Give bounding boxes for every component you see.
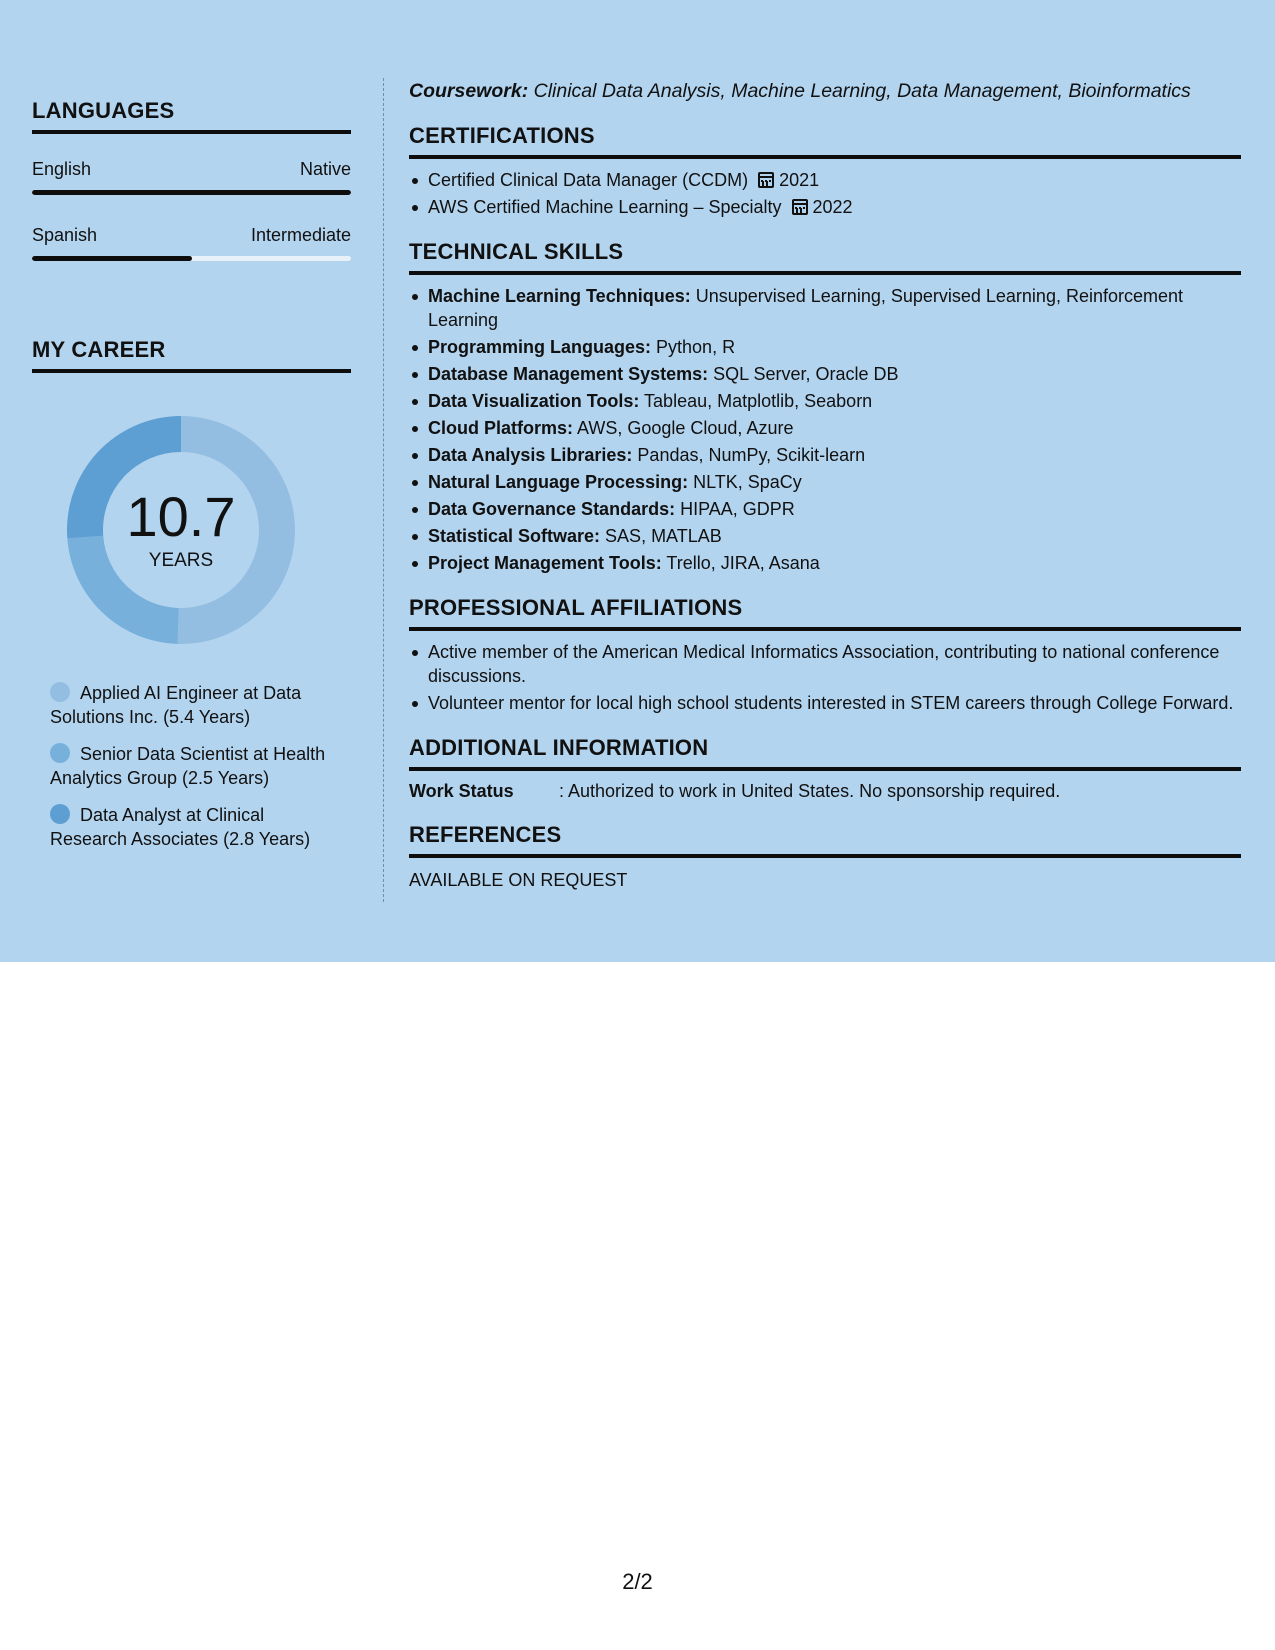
list-item — [409, 389, 1241, 413]
skill-value: Unsupervised Learning, Supervised Learning, Reinforcement Learning — [428, 286, 1184, 330]
coursework-text: Clinical Data Analysis, Machine Learning, Data Management, Bioinformatics — [528, 80, 1191, 102]
language-spanish — [32, 225, 351, 261]
cert-name: Certified Clinical Data Manager (CCDM) — [428, 170, 749, 190]
language-bar — [32, 190, 351, 195]
skill-label: Data Analysis Libraries: — [428, 445, 633, 465]
calendar-icon — [758, 172, 774, 188]
cert-year: 2022 — [812, 197, 853, 217]
skill-value: SAS, MATLAB — [600, 526, 722, 546]
list-item — [409, 443, 1241, 467]
skill-value: Tableau, Matplotlib, Seaborn — [639, 391, 873, 411]
legend-label: Data Analyst at Clinical Research Associates (2.8 Years) — [50, 805, 311, 849]
skill-value: NLTK, SpaCy — [688, 472, 802, 492]
skills-heading: TECHNICAL SKILLS — [409, 239, 1241, 275]
list-item: Active member of the American Medical Informatics Association, contributing to national conference discussions. — [409, 640, 1241, 688]
legend-dot — [50, 804, 70, 824]
skill-value: SQL Server, Oracle DB — [708, 364, 899, 384]
language-bar-fill — [32, 256, 192, 261]
career-heading: MY CAREER — [32, 337, 351, 373]
affiliations-heading: PROFESSIONAL AFFILIATIONS — [409, 595, 1241, 631]
skill-label: Statistical Software: — [428, 526, 601, 546]
work-status-value: : Authorized to work in United States. No sponsorship required. — [559, 781, 1061, 801]
skill-value: Python, R — [651, 337, 736, 357]
list-item — [409, 195, 1241, 219]
languages-heading: LANGUAGES — [32, 98, 351, 134]
legend-dot — [50, 743, 70, 763]
donut-center — [66, 415, 296, 645]
references-text: AVAILABLE ON REQUEST — [409, 870, 628, 890]
list-item — [409, 524, 1241, 548]
skill-label: Data Governance Standards: — [428, 499, 676, 519]
career-donut-chart — [66, 415, 296, 645]
career-total-unit: YEARS — [148, 550, 214, 571]
legend-dot — [50, 682, 70, 702]
work-status-row — [409, 781, 1241, 802]
references-heading: REFERENCES — [409, 822, 1241, 858]
cert-year: 2021 — [779, 170, 820, 190]
language-level: Intermediate — [250, 225, 351, 245]
list-item — [409, 416, 1241, 440]
language-name: Spanish — [32, 225, 98, 245]
legend-item — [50, 803, 340, 851]
right-column — [409, 78, 1241, 891]
skill-label: Machine Learning Techniques: — [428, 286, 691, 306]
skill-value: Trello, JIRA, Asana — [661, 553, 820, 573]
skill-label: Data Visualization Tools: — [428, 391, 640, 411]
legend-item — [50, 681, 340, 729]
language-name: English — [32, 159, 92, 179]
affiliations-list — [409, 640, 1241, 715]
coursework-label: Coursework: — [409, 80, 529, 102]
language-english — [32, 159, 351, 195]
language-level: Native — [299, 159, 351, 179]
legend-label: Applied AI Engineer at Data Solutions Inc. (5.4 Years) — [50, 683, 302, 727]
cert-name: AWS Certified Machine Learning – Specialty — [428, 197, 782, 217]
language-bar-fill — [32, 190, 351, 195]
list-item — [409, 470, 1241, 494]
additional-info-heading: ADDITIONAL INFORMATION — [409, 735, 1241, 771]
left-column — [32, 80, 351, 864]
list-item — [409, 362, 1241, 386]
list-item: Volunteer mentor for local high school students interested in STEM careers through College Forward. — [409, 691, 1241, 715]
list-item — [409, 551, 1241, 575]
career-legend — [50, 681, 340, 851]
list-item — [409, 497, 1241, 521]
skill-label: Natural Language Processing: — [428, 472, 689, 492]
skill-value: AWS, Google Cloud, Azure — [573, 418, 794, 438]
skill-label: Cloud Platforms: — [428, 418, 574, 438]
skills-list — [409, 284, 1241, 575]
skill-label: Project Management Tools: — [428, 553, 662, 573]
list-item — [409, 335, 1241, 359]
page-number: 2/2 — [622, 1569, 653, 1594]
list-item — [409, 168, 1241, 192]
certifications-list — [409, 168, 1241, 219]
coursework — [409, 80, 1241, 103]
work-status-label: Work Status — [409, 781, 514, 801]
career-total-years: 10.7 — [126, 485, 236, 548]
calendar-icon — [792, 199, 808, 215]
legend-label: Senior Data Scientist at Health Analytics Group (2.5 Years) — [50, 744, 326, 788]
skill-label: Database Management Systems: — [428, 364, 709, 384]
skill-value: Pandas, NumPy, Scikit-learn — [632, 445, 866, 465]
language-bar — [32, 256, 351, 261]
certifications-heading: CERTIFICATIONS — [409, 123, 1241, 159]
skill-value: HIPAA, GDPR — [675, 499, 795, 519]
column-divider — [383, 78, 384, 902]
legend-item — [50, 742, 340, 790]
skill-label: Programming Languages: — [428, 337, 652, 357]
list-item — [409, 284, 1241, 332]
